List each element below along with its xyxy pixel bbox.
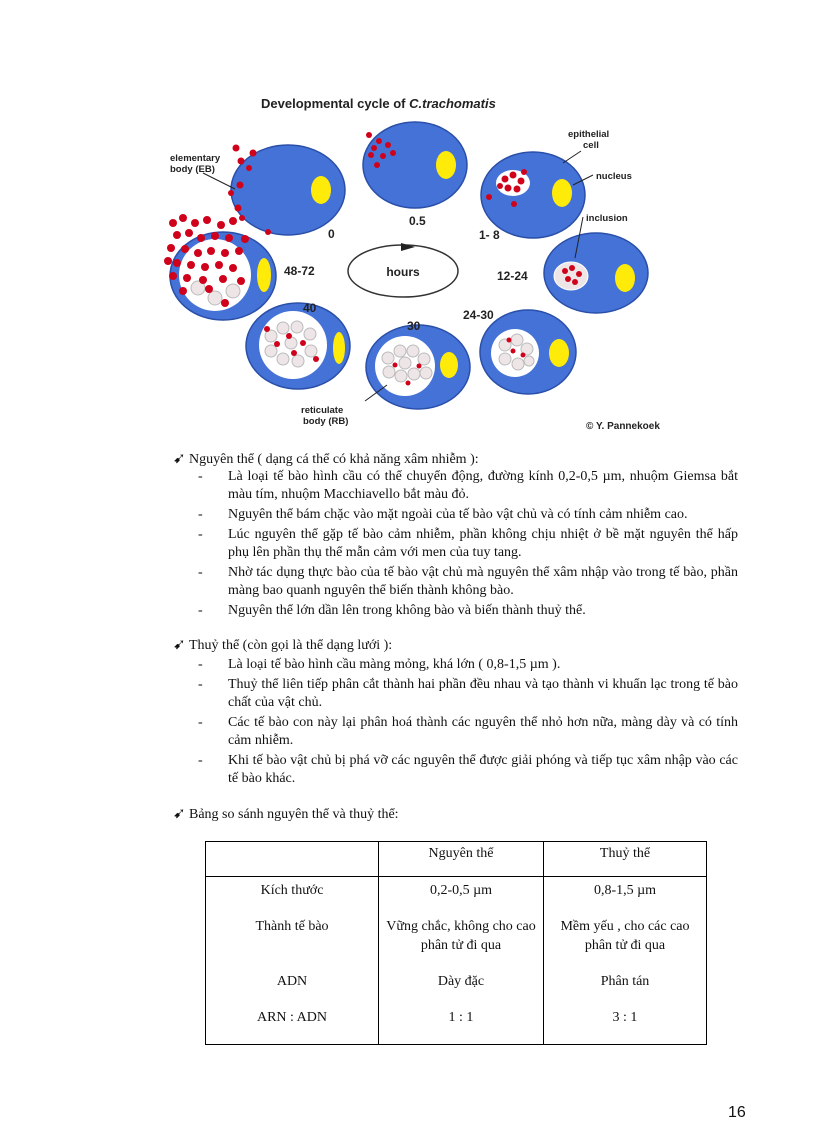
list-item: - Nhờ tác dụng thực bào của tế bào vật chủ mà nguyên thể xâm nhập vào trong tế bào, phần màng bao quanh nguyên thể biến thành không bào. xyxy=(198,564,738,600)
list-item: - Khi tế bào vật chủ bị phá vỡ các nguyên thể được giải phóng và tiếp tục xâm nhập vào các tế bào khác. xyxy=(198,752,738,788)
time-label-24-30: 24-30 xyxy=(463,308,494,322)
figure-title: Developmental cycle of C.trachomatis xyxy=(261,96,496,111)
section-thuy-the-heading: ➹ Thuỷ thể (còn gọi là thể dạng lưới ): xyxy=(173,635,393,653)
table-header-empty xyxy=(206,842,379,877)
page-number: 16 xyxy=(728,1104,746,1121)
time-label-0: 0 xyxy=(328,227,335,241)
label-inclusion: inclusion xyxy=(586,213,628,224)
figure-copyright: © Y. Pannekoek xyxy=(586,421,660,432)
list-item: - Nguyên thể lớn dần lên trong không bào và biến thành thuỷ thể. xyxy=(198,602,738,620)
list-item: - Các tế bào con này lại phân hoá thành các nguyên thể nhỏ hơn nữa, màng dày và có tính cảm nhiễm. xyxy=(198,714,738,750)
label-elementary-body: elementary body (EB) xyxy=(170,153,221,175)
developmental-cycle-figure xyxy=(143,93,693,438)
label-epithelial-cell: epithelial cell xyxy=(568,129,610,151)
table-row-labels: Kích thước Thành tế bào ADN ARN : ADN xyxy=(206,877,379,1045)
list-item: - Lúc nguyên thể gặp tế bào cảm nhiễm, phần không chịu nhiệt ở bề mặt nguyên thể hấp phụ lên phần thụ thể mẫn cảm với men của tuy tang. xyxy=(198,526,738,562)
label-nucleus: nucleus xyxy=(596,171,632,182)
table-header-thuy-the: Thuỷ thể xyxy=(544,842,707,877)
hours-label: hours xyxy=(386,265,420,279)
section-nguyen-the-list xyxy=(198,468,738,622)
table-col-nguyen-the: 0,2-0,5 µm Vững chắc, không cho cao phân tử đi qua Dày đặc 1 : 1 xyxy=(379,877,544,1045)
label-reticulate-body: reticulate body (RB) xyxy=(301,405,349,427)
time-label-0-5: 0.5 xyxy=(409,214,426,228)
cell-40h xyxy=(246,303,350,389)
check-arrow-icon: ➹ xyxy=(173,449,186,467)
cell-0h xyxy=(231,145,345,235)
check-arrow-icon: ➹ xyxy=(173,804,186,822)
table-header-nguyen-the: Nguyên thể xyxy=(379,842,544,877)
list-item: - Nguyên thể bám chặc vào mặt ngoài của tế bào vật chủ và có tính cảm nhiễm cao. xyxy=(198,506,738,524)
time-label-1-8: 1- 8 xyxy=(479,228,500,242)
time-label-30: 30 xyxy=(407,319,421,333)
cell-12-24h xyxy=(544,233,648,313)
section-thuy-the-list xyxy=(198,656,738,790)
list-item: - Là loại tế bào hình cầu có thể chuyển động, đường kính 0,2-0,5 µm, nhuộm Giemsa bắt màu tím, nhuộm Macchiavello bắt màu đỏ. xyxy=(198,468,738,504)
check-arrow-icon: ➹ xyxy=(173,635,186,653)
table-row xyxy=(206,877,707,1045)
section-nguyen-the-heading: ➹ Nguyên thể ( dạng cá thể có khả năng xâm nhiễm ): xyxy=(173,449,479,467)
time-label-12-24: 12-24 xyxy=(497,269,528,283)
cell-1-8h xyxy=(481,152,585,238)
section-comparison-heading: ➹ Bảng so sánh nguyên thể và thuỷ thể: xyxy=(173,804,399,822)
time-label-48-72: 48-72 xyxy=(284,264,315,278)
comparison-table xyxy=(205,841,707,1045)
list-item: - Là loại tế bào hình cầu màng mỏng, khá lớn ( 0,8-1,5 µm ). xyxy=(198,656,738,674)
table-col-thuy-the: 0,8-1,5 µm Mềm yếu , cho các cao phân tử đi qua Phân tán 3 : 1 xyxy=(544,877,707,1045)
time-label-40: 40 xyxy=(303,301,317,315)
table-header-row xyxy=(206,842,707,877)
list-item: - Thuỷ thể liên tiếp phân cắt thành hai phần đều nhau và tạo thành vi khuẩn lạc trong tế bào chất của vật chủ. xyxy=(198,676,738,712)
